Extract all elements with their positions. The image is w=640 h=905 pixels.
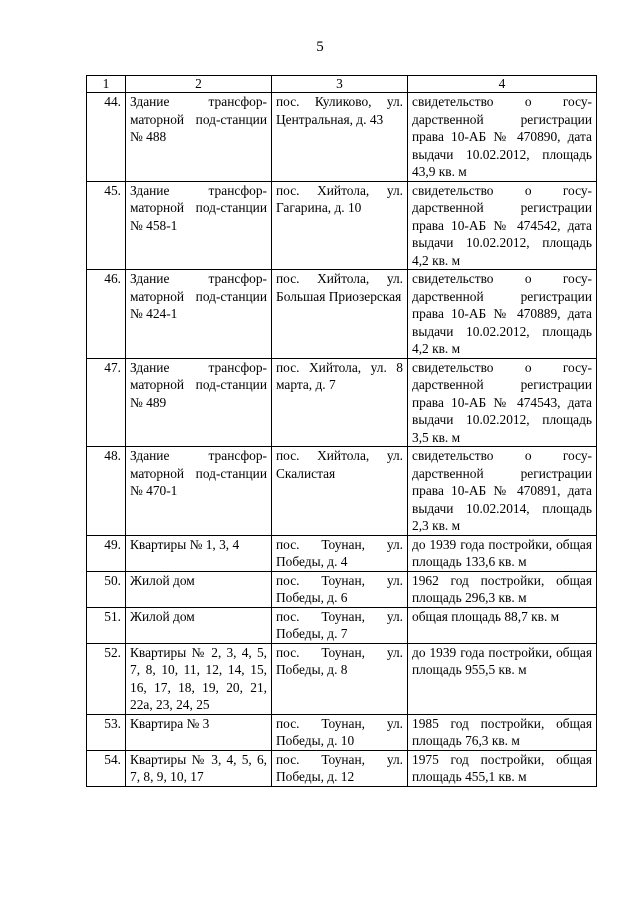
row-number-cell: 53.: [87, 714, 126, 750]
object-name-cell: Здание трансфор-маторной под-станции № 488: [126, 93, 272, 182]
object-name-cell: Квартира № 3: [126, 714, 272, 750]
registration-info-cell: свидетельство о госу-дарственной регистрации права 10-АБ № 470890, дата выдачи 10.02.2012, площадь 43,9 кв. м: [408, 93, 597, 182]
row-number-cell: 50.: [87, 571, 126, 607]
registration-info-cell: до 1939 года постройки, общая площадь 133,6 кв. м: [408, 535, 597, 571]
address-cell: пос. Тоунан, ул. Победы, д. 10: [272, 714, 408, 750]
table-row: [87, 535, 597, 571]
registration-info-cell: общая площадь 88,7 кв. м: [408, 607, 597, 643]
address-cell: пос. Тоунан, ул. Победы, д. 7: [272, 607, 408, 643]
row-number-cell: 52.: [87, 643, 126, 714]
row-number-cell: 44.: [87, 93, 126, 182]
object-name-cell: Здание трансфор-маторной под-станции № 424-1: [126, 270, 272, 359]
row-number-cell: 45.: [87, 181, 126, 270]
registration-info-cell: 1975 год постройки, общая площадь 455,1 кв. м: [408, 750, 597, 786]
address-cell: пос. Куликово, ул. Центральная, д. 43: [272, 93, 408, 182]
object-name-cell: Квартиры № 3, 4, 5, 6, 7, 8, 9, 10, 17: [126, 750, 272, 786]
row-number-cell: 46.: [87, 270, 126, 359]
registration-info-cell: свидетельство о госу-дарственной регистрации права 10-АБ № 470891, дата выдачи 10.02.2014, площадь 2,3 кв. м: [408, 447, 597, 536]
address-cell: пос. Тоунан, ул. Победы, д. 8: [272, 643, 408, 714]
header-col-1: 1: [87, 76, 126, 93]
table-row: [87, 93, 597, 182]
registration-info-cell: свидетельство о госу-дарственной регистрации права 10-АБ № 470889, дата выдачи 10.02.2012, площадь 4,2 кв. м: [408, 270, 597, 359]
object-name-cell: Квартиры № 1, 3, 4: [126, 535, 272, 571]
table-row: [87, 270, 597, 359]
table-row: [87, 358, 597, 447]
registration-info-cell: 1962 год постройки, общая площадь 296,3 кв. м: [408, 571, 597, 607]
header-col-4: 4: [408, 76, 597, 93]
property-table: [86, 75, 597, 787]
table-row: [87, 750, 597, 786]
registration-info-cell: 1985 год постройки, общая площадь 76,3 кв. м: [408, 714, 597, 750]
table-row: [87, 643, 597, 714]
table-body: [87, 93, 597, 787]
registration-info-cell: до 1939 года постройки, общая площадь 955,5 кв. м: [408, 643, 597, 714]
table-row: [87, 181, 597, 270]
address-cell: пос. Тоунан, ул. Победы, д. 6: [272, 571, 408, 607]
table-row: [87, 714, 597, 750]
address-cell: пос. Хийтола, ул. Гагарина, д. 10: [272, 181, 408, 270]
registration-info-cell: свидетельство о госу-дарственной регистрации права 10-АБ № 474542, дата выдачи 10.02.2012, площадь 4,2 кв. м: [408, 181, 597, 270]
object-name-cell: Здание трансфор-маторной под-станции № 458-1: [126, 181, 272, 270]
row-number-cell: 48.: [87, 447, 126, 536]
object-name-cell: Здание трансфор-маторной под-станции № 470-1: [126, 447, 272, 536]
header-row: [87, 76, 597, 93]
table-row: [87, 571, 597, 607]
header-col-2: 2: [126, 76, 272, 93]
table-row: [87, 447, 597, 536]
table-row: [87, 607, 597, 643]
address-cell: пос. Хийтола, ул. Большая Приозерская: [272, 270, 408, 359]
row-number-cell: 51.: [87, 607, 126, 643]
page-number: 5: [316, 39, 324, 55]
registration-info-cell: свидетельство о госу-дарственной регистрации права 10-АБ № 474543, дата выдачи 10.02.2012, площадь 3,5 кв. м: [408, 358, 597, 447]
address-cell: пос. Хийтола, ул. Скалистая: [272, 447, 408, 536]
address-cell: пос. Тоунан, ул. Победы, д. 12: [272, 750, 408, 786]
address-cell: пос. Тоунан, ул. Победы, д. 4: [272, 535, 408, 571]
object-name-cell: Жилой дом: [126, 607, 272, 643]
object-name-cell: Квартиры № 2, 3, 4, 5, 7, 8, 10, 11, 12, 14, 15, 16, 17, 18, 19, 20, 21, 22а, 23, 24, 25: [126, 643, 272, 714]
row-number-cell: 54.: [87, 750, 126, 786]
address-cell: пос. Хийтола, ул. 8 марта, д. 7: [272, 358, 408, 447]
header-col-3: 3: [272, 76, 408, 93]
object-name-cell: Здание трансфор-маторной под-станции № 489: [126, 358, 272, 447]
object-name-cell: Жилой дом: [126, 571, 272, 607]
row-number-cell: 47.: [87, 358, 126, 447]
row-number-cell: 49.: [87, 535, 126, 571]
